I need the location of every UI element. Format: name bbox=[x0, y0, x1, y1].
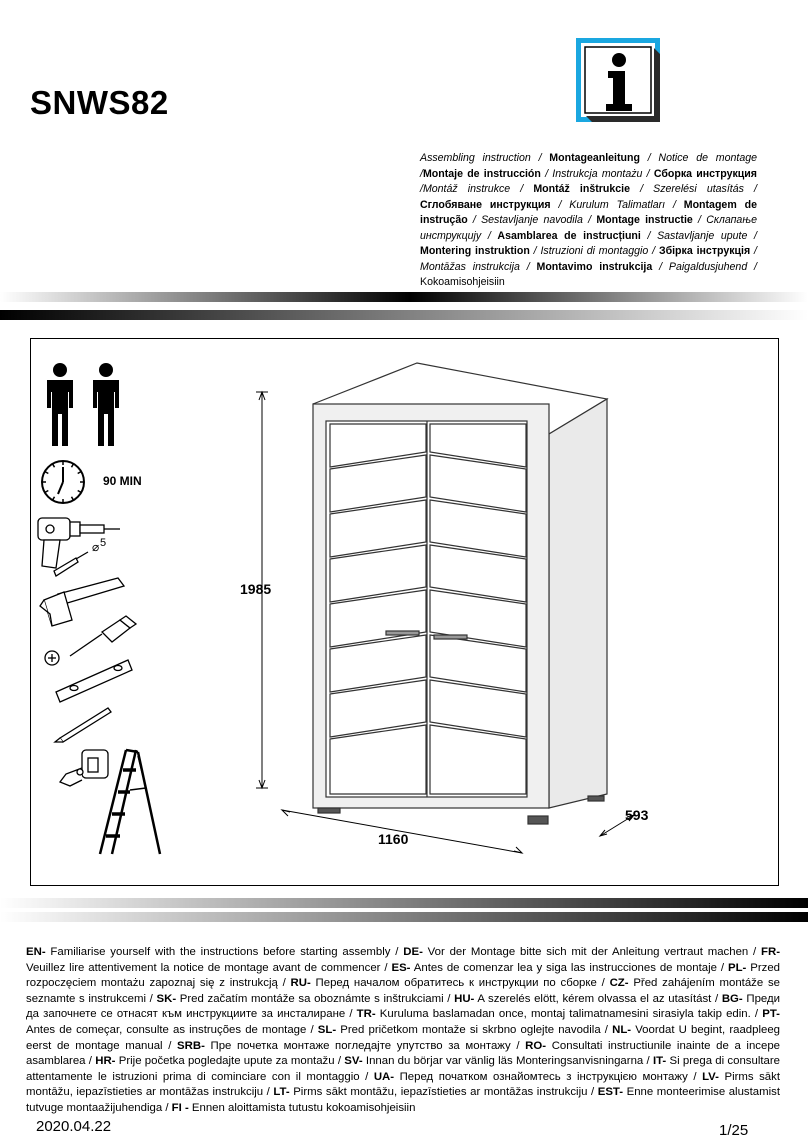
language-code: RU- bbox=[290, 977, 311, 990]
language-code: PT- bbox=[762, 1008, 780, 1021]
language-title-segment: / bbox=[639, 152, 659, 164]
language-code: SV- bbox=[344, 1055, 363, 1068]
warning-text: Pred pričetkom montaže si skrbno oglejte navodila / bbox=[336, 1023, 613, 1036]
language-titles bbox=[420, 151, 757, 291]
language-title-segment: Notice de montage bbox=[658, 152, 757, 164]
warning-text: Voordat U begint, raadpleeg eerst de montage manual / bbox=[26, 1023, 780, 1052]
height-dimension: 1985 bbox=[240, 581, 272, 597]
language-code: DE- bbox=[403, 946, 423, 958]
language-code: HR- bbox=[95, 1055, 116, 1068]
language-title-segment: Montering instruktion bbox=[420, 245, 530, 257]
language-code: SRB- bbox=[177, 1039, 205, 1052]
read-instructions-warning bbox=[26, 945, 780, 1117]
language-code: SL- bbox=[317, 1023, 337, 1036]
language-title-segment: Assembling instruction bbox=[420, 152, 531, 164]
drill-icon bbox=[38, 518, 120, 576]
left-door-handle bbox=[386, 631, 419, 635]
language-title-segment: Montavimo instrukcija bbox=[536, 260, 653, 273]
two-person-icon bbox=[47, 363, 119, 446]
warning-text: Перед початком ознайомтесь з інструкцією монтажу / bbox=[394, 1070, 703, 1083]
language-code: UA- bbox=[373, 1070, 395, 1083]
language-title-segment: / bbox=[550, 198, 570, 211]
language-title-segment: Сборка инструкция bbox=[653, 167, 757, 180]
language-code: IT- bbox=[652, 1055, 667, 1068]
language-code: FI - bbox=[171, 1101, 189, 1114]
language-title-segment: Kurulum Talimatları bbox=[569, 198, 666, 211]
language-code: LT- bbox=[273, 1086, 290, 1099]
pencil-icon bbox=[55, 708, 111, 742]
warning-text: Перед началом обратитесь к инструкции по сборке / bbox=[310, 977, 610, 990]
warning-text: Consultati instructiunile inainte de a incepe asamblarea / bbox=[26, 1039, 780, 1068]
spirit-level-icon bbox=[56, 660, 132, 702]
language-title-segment: / bbox=[629, 183, 654, 195]
language-code: EST- bbox=[597, 1086, 624, 1099]
language-code: HU- bbox=[454, 992, 475, 1005]
language-title-segment: Збірка інструкція bbox=[658, 245, 751, 257]
language-title-segment: / bbox=[665, 198, 684, 211]
language-title-segment: / bbox=[747, 229, 757, 242]
document-date: 2020.04.22 bbox=[36, 1118, 112, 1135]
language-title-segment: / bbox=[519, 260, 537, 273]
language-title-segment: Montageanleitung bbox=[549, 152, 640, 164]
warning-text: Innan du börjar var vänlig läs Monteringsanvisningarna / bbox=[362, 1055, 653, 1068]
illustration bbox=[30, 338, 780, 886]
warning-text: Familiarise yourself with the instructions before starting assembly / bbox=[45, 946, 404, 958]
language-title-segment: / bbox=[582, 214, 597, 226]
language-title-segment: / bbox=[642, 167, 654, 180]
drill-diameter: 5 bbox=[100, 537, 107, 549]
language-code: SK- bbox=[156, 992, 177, 1005]
language-code: PL- bbox=[727, 961, 747, 974]
language-title-segment: Sestavljanje navodila bbox=[481, 214, 583, 226]
language-title-segment: Montāžas instrukcija bbox=[420, 260, 520, 273]
warning-text: Veuillez lire attentivement la notice de montage avant de commencer / bbox=[26, 961, 392, 974]
header-divider-bar bbox=[0, 292, 808, 320]
language-title-segment: / bbox=[540, 167, 553, 180]
language-code: ES- bbox=[391, 961, 411, 974]
width-dimension: 1160 bbox=[378, 831, 409, 847]
cabinet-drawing bbox=[313, 363, 607, 824]
language-title-segment: / bbox=[529, 245, 541, 257]
language-title-segment: / bbox=[481, 229, 498, 242]
language-title-segment: Asamblarea de instrucțiuni bbox=[497, 229, 641, 242]
warning-text: Prije početka pogledajte upute za montažu / bbox=[115, 1055, 345, 1068]
language-title-segment: Montáž instrukce bbox=[422, 183, 511, 195]
language-code: NL- bbox=[612, 1023, 632, 1036]
language-title-segment: / bbox=[692, 214, 707, 226]
warning-text: Pirms sākt montāžu, iepazīstieties ar montāžas instrukciju / bbox=[289, 1086, 598, 1099]
language-title-segment: / bbox=[750, 245, 757, 257]
tape-measure-icon bbox=[60, 750, 108, 786]
ladder-icon bbox=[100, 750, 160, 854]
clock-icon bbox=[42, 461, 84, 503]
language-code: BG- bbox=[721, 992, 743, 1005]
warning-text: Si prega di consultare attentamente le istruzioni prima di cominciare con il montaggio / bbox=[26, 1055, 780, 1083]
warning-text: Antes de começar, consulte as instruções de montage / bbox=[26, 1023, 318, 1036]
warning-text: Enne monteerimise alustamist tutvuge montaažijuhendiga / bbox=[26, 1086, 780, 1114]
language-title-segment: Istruzioni di montaggio bbox=[540, 245, 649, 257]
warning-text: Před zahájením montáže se seznamte s instrukcemi / bbox=[26, 977, 780, 1005]
language-title-segment: / bbox=[467, 214, 482, 226]
right-door-handle bbox=[434, 635, 467, 639]
warning-text: Przed rozpoczęciem montażu zapoznaj się z instrukcją / bbox=[26, 961, 781, 990]
warning-text: Pirms sākt montāžu, iepazīstieties ar montāžas instrukciju / bbox=[26, 1070, 780, 1099]
language-title-segment: Paigaldusjuhend bbox=[668, 260, 748, 273]
language-title-segment: Kokoamisohjeisiin bbox=[420, 276, 505, 288]
model-number: SNWS82 bbox=[30, 84, 169, 121]
language-title-segment: / bbox=[652, 260, 669, 273]
language-title-segment: Сглобяване инструкция bbox=[420, 198, 551, 211]
language-code: EN- bbox=[26, 946, 46, 958]
footer-divider-bar bbox=[0, 898, 808, 922]
language-title-segment: Montagem de instrução bbox=[420, 198, 757, 226]
language-title-segment: Склапање инструкцију bbox=[420, 214, 757, 242]
language-code: FR- bbox=[761, 946, 780, 958]
warning-text: Kuruluma baslamadan once, montaj talimatnamesini sirasiyla takip edin. / bbox=[375, 1008, 763, 1021]
warning-text: Пре почетка монтаже погледајте упутство за монтажу / bbox=[204, 1039, 526, 1052]
language-title-segment: / bbox=[510, 183, 534, 195]
language-title-segment: Montáž inštrukcie bbox=[533, 183, 630, 195]
language-title-segment: / bbox=[743, 183, 757, 195]
warning-text: Преди да започнете се отнасят към инструкциите за инсталиране / bbox=[26, 992, 780, 1021]
warning-text: Pred začatím montáže sa oboznámte s inštrukciami / bbox=[176, 992, 455, 1005]
info-icon bbox=[576, 38, 660, 122]
language-title-segment: / bbox=[530, 152, 550, 164]
page-number: 1/25 bbox=[719, 1122, 749, 1139]
warning-text: A szerelés elött, kérem olvassa el az utasítást / bbox=[474, 992, 722, 1005]
language-title-segment: / bbox=[640, 229, 658, 242]
warning-text: Vor der Montage bitte sich mit der Anleitung vertraut machen / bbox=[422, 946, 762, 958]
warning-text: Ennen aloittamista tutustu kokoamisohjeisiin bbox=[188, 1101, 416, 1114]
language-code: TR- bbox=[356, 1008, 376, 1021]
drill-diameter-symbol: ⌀ bbox=[92, 540, 100, 554]
language-code: CZ- bbox=[609, 977, 629, 990]
language-title-segment: / bbox=[420, 167, 423, 180]
language-title-segment: Sastavljanje upute bbox=[657, 229, 748, 242]
language-title-segment: / bbox=[648, 245, 659, 257]
language-title-segment: / bbox=[420, 183, 423, 195]
language-title-segment: Szerelési utasítás bbox=[653, 183, 744, 195]
language-title-segment: / bbox=[747, 260, 757, 273]
hammer-icon bbox=[40, 578, 124, 626]
language-title-segment: Instrukcja montażu bbox=[552, 167, 643, 180]
depth-dimension: 593 bbox=[625, 807, 649, 823]
language-code: RO- bbox=[525, 1039, 547, 1052]
assembly-time: 90 MIN bbox=[103, 474, 142, 488]
language-title-segment: Montaje de instrucción bbox=[422, 167, 541, 180]
language-title-segment: Montage instructie bbox=[596, 214, 693, 226]
language-code: LV- bbox=[702, 1070, 719, 1083]
warning-text: Antes de comenzar lea y siga las instrucciones de montaje / bbox=[410, 961, 728, 974]
